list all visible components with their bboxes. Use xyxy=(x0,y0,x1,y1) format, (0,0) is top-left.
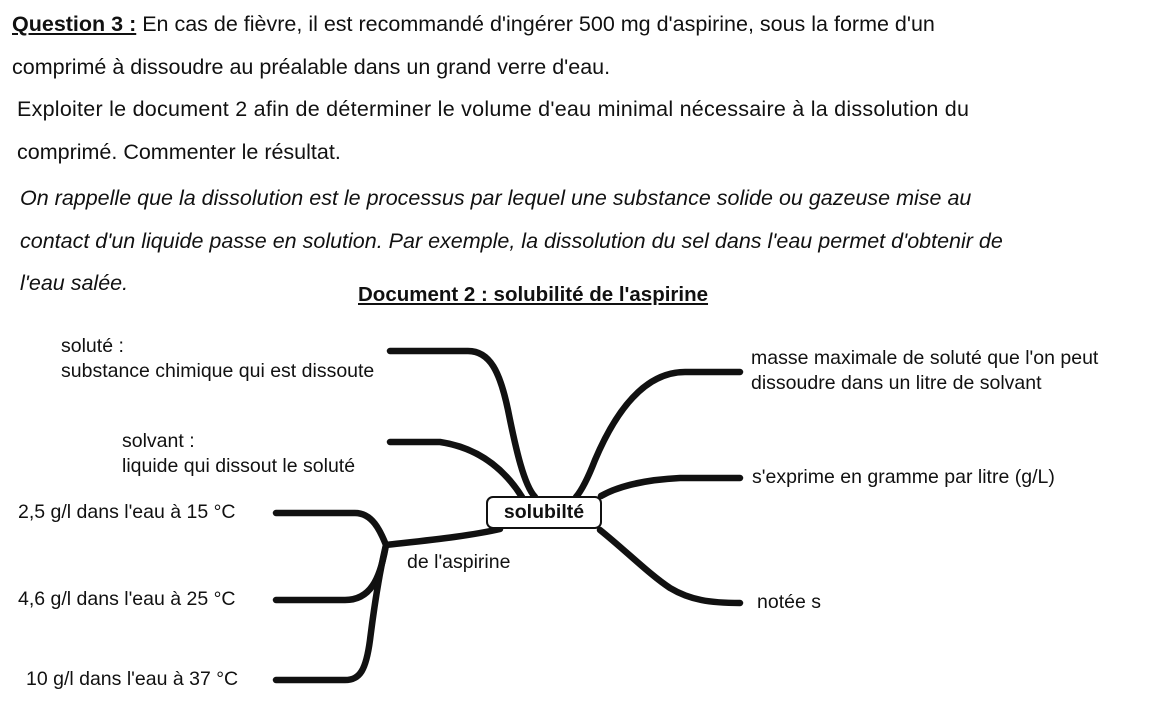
value-15c: 2,5 g/l dans l'eau à 15 °C xyxy=(18,501,236,523)
branch-solvent xyxy=(390,442,522,497)
aspirin-label: de l'aspirine xyxy=(407,551,511,573)
branch-value-25 xyxy=(276,545,386,600)
question-line-2: comprimé à dissoudre au préalable dans un grand verre d'eau. xyxy=(12,55,611,79)
value-37c: 10 g/l dans l'eau à 37 °C xyxy=(26,668,239,690)
mass-definition-line-2: dissoudre dans un litre de solvant xyxy=(751,372,1042,394)
solute-title: soluté : xyxy=(61,335,124,357)
center-node-solubility xyxy=(486,496,602,529)
reminder-line-1: On rappelle que la dissolution est le processus par lequel une substance solide ou gazeuse mise au xyxy=(20,186,972,210)
branch-unit xyxy=(601,478,740,496)
value-25c: 4,6 g/l dans l'eau à 25 °C xyxy=(18,588,236,610)
mass-definition-line-1: masse maximale de soluté que l'on peut xyxy=(751,347,1099,369)
noted-label: notée s xyxy=(757,591,821,613)
question-line-4: comprimé. Commenter le résultat. xyxy=(17,140,341,164)
reminder-line-3: l'eau salée. xyxy=(20,271,129,295)
branch-solute xyxy=(390,351,535,497)
solvent-definition: liquide qui dissout le soluté xyxy=(122,455,356,477)
question-text-1: En cas de fièvre, il est recommandé d'ingérer 500 mg d'aspirine, sous la forme d'un xyxy=(136,12,935,36)
branch-value-15 xyxy=(276,513,386,545)
branch-noted xyxy=(600,530,740,603)
branch-value-37 xyxy=(276,545,386,680)
question-label: Question 3 : xyxy=(12,12,137,36)
branch-aspirin xyxy=(386,529,500,545)
question-line-3: Exploiter le document 2 afin de déterminer le volume d'eau minimal nécessaire à la dissolution du xyxy=(17,97,970,121)
solute-definition: substance chimique qui est dissoute xyxy=(61,360,375,382)
document-title: Document 2 : solubilité de l'aspirine xyxy=(358,283,709,306)
solvent-title: solvant : xyxy=(122,430,195,452)
reminder-line-2: contact d'un liquide passe en solution. Par exemple, la dissolution du sel dans l'eau permet d'obtenir de xyxy=(20,229,1003,253)
center-node-label: solubilté xyxy=(503,501,585,523)
unit-label: s'exprime en gramme par litre (g/L) xyxy=(752,466,1055,488)
